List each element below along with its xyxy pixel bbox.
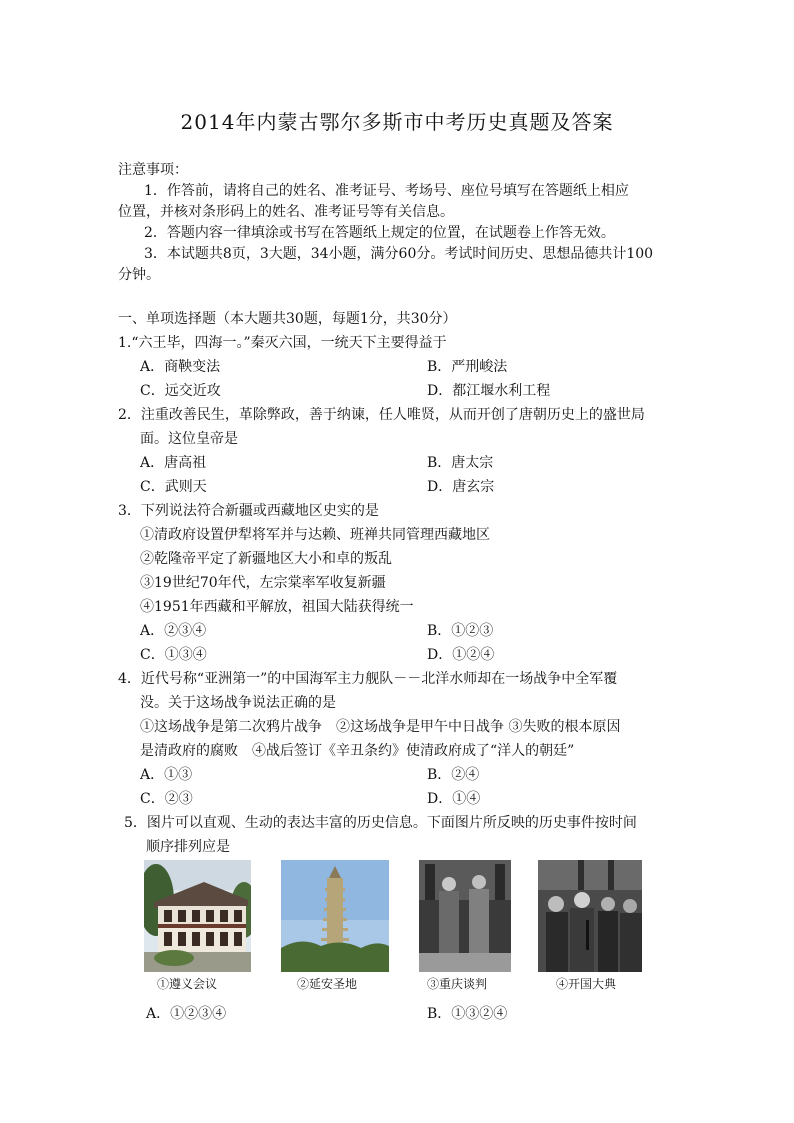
q1-option-a: A．商鞅变法 xyxy=(140,359,221,375)
note-1-line-1: 1．作答前，请将自己的姓名、准考证号、考场号、座位号填写在答题纸上相应 xyxy=(144,183,629,199)
q1-option-b: B．严刑峻法 xyxy=(427,359,508,375)
q3-statement-3: ③19世纪70年代，左宗棠率军收复新疆 xyxy=(140,575,386,591)
chongqing-negotiation-photo xyxy=(419,860,511,972)
yanan-pagoda-photo xyxy=(281,860,389,972)
founding-ceremony-photo xyxy=(538,860,642,972)
question-3-stem: 3．下列说法符合新疆或西藏地区史实的是 xyxy=(118,503,379,519)
q1-option-c: C．远交近攻 xyxy=(140,383,221,399)
q3-statement-2: ②乾隆帝平定了新疆地区大小和卓的叛乱 xyxy=(140,551,392,567)
q4-statement-line-1: ①这场战争是第二次鸦片战争 ②这场战争是甲午中日战争 ③失败的根本原因 xyxy=(140,719,621,735)
question-1-stem: 1.“六王毕，四海一。”秦灭六国，一统天下主要得益于 xyxy=(118,335,447,351)
question-2-stem-line-1: 2．注重改善民生，革除弊政，善于纳谏，任人唯贤，从而开创了唐朝历史上的盛世局 xyxy=(118,407,645,423)
q3-statement-4: ④1951年西藏和平解放，祖国大陆获得统一 xyxy=(140,599,414,615)
q4-option-b: B．②④ xyxy=(427,767,480,783)
page-title: 2014年内蒙古鄂尔多斯市中考历史真题及答案 xyxy=(180,110,614,134)
q2-option-b: B．唐太宗 xyxy=(427,455,494,471)
q5-option-b: B．①③②④ xyxy=(427,1006,508,1022)
q2-option-a: A．唐高祖 xyxy=(140,455,207,471)
q2-option-d: D．唐玄宗 xyxy=(427,479,495,495)
note-1-line-2: 位置，并核对条形码上的姓名、准考证号等有关信息。 xyxy=(118,204,454,220)
q3-option-a: A．②③④ xyxy=(140,623,207,639)
section-heading: 一、单项选择题（本大题共30题，每题1分，共30分） xyxy=(118,311,457,327)
question-5-stem-line-1: 5．图片可以直观、生动的表达丰富的历史信息。下面图片所反映的历史事件按时间 xyxy=(124,815,637,831)
question-2-stem-line-2: 面。这位皇帝是 xyxy=(140,431,238,447)
q2-option-c: C．武则天 xyxy=(140,479,207,495)
question-4-stem-line-2: 没。关于这场战争说法正确的是 xyxy=(140,695,336,711)
photo-caption-3: ③重庆谈判 xyxy=(427,977,488,991)
q3-option-b: B．①②③ xyxy=(427,623,494,639)
note-3-line-2: 分钟。 xyxy=(118,267,160,283)
question-5-stem-line-2: 顺序排列应是 xyxy=(146,839,230,855)
photo-caption-2: ②延安圣地 xyxy=(297,977,358,991)
q4-option-a: A．①③ xyxy=(140,767,193,783)
photo-caption-4: ④开国大典 xyxy=(556,977,617,991)
q3-option-c: C．①③④ xyxy=(140,647,207,663)
q5-option-a: A．①②③④ xyxy=(146,1006,227,1022)
q4-option-d: D．①④ xyxy=(427,791,481,807)
note-2: 2．答题内容一律填涂或书写在答题纸上规定的位置，在试题卷上作答无效。 xyxy=(144,225,615,241)
note-3-line-1: 3．本试题共8页，3大题，34小题，满分60分。考试时间历史、思想品德共计100 xyxy=(144,246,654,262)
question-4-stem-line-1: 4．近代号称“亚洲第一”的中国海军主力舰队－－北洋水师却在一场战争中全军覆 xyxy=(118,671,618,687)
q1-option-d: D．都江堰水利工程 xyxy=(427,383,551,399)
zunyi-meeting-photo xyxy=(144,860,251,972)
photo-caption-1: ①遵义会议 xyxy=(157,977,218,991)
q4-statement-line-2: 是清政府的腐败 ④战后签订《辛丑条约》使清政府成了“洋人的朝廷” xyxy=(140,743,575,759)
q4-option-c: C．②③ xyxy=(140,791,193,807)
q3-option-d: D．①②④ xyxy=(427,647,495,663)
q3-statement-1: ①清政府设置伊犁将军并与达赖、班禅共同管理西藏地区 xyxy=(140,527,490,543)
notes-heading: 注意事项： xyxy=(118,162,188,178)
